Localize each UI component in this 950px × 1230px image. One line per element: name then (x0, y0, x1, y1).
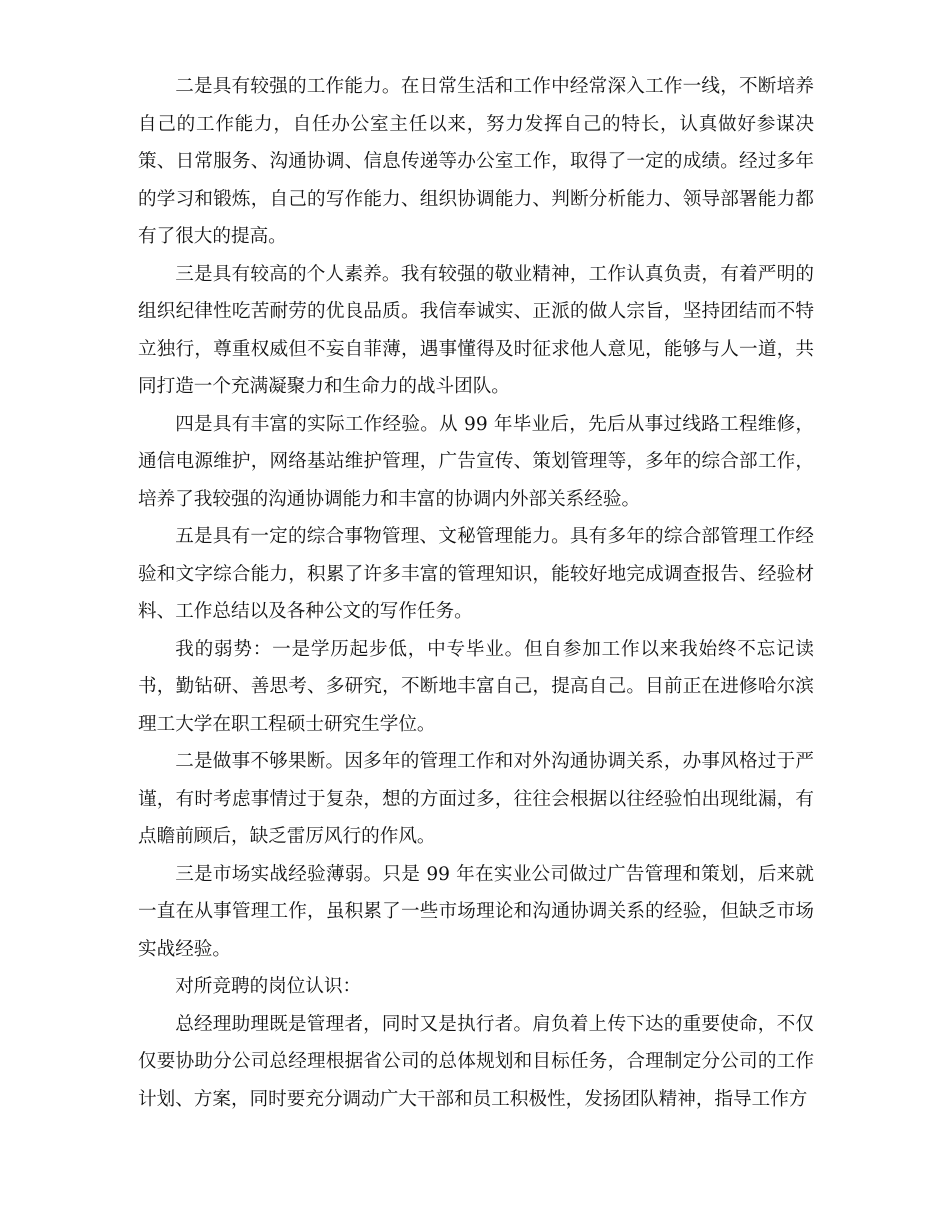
paragraph-personal-quality: 三是具有较高的个人素养。我有较强的敬业精神，工作认真负责，有着严明的组织纪律性吃苦耐劳的优良品质。我信奉诚实、正派的做人宗旨，坚持团结而不特立独行，尊重权威但不妄自菲薄，遇事懂得及时征求他人意见，能够与人一道，共同打造一个充满凝聚力和生命力的战斗团队。 (138, 263, 814, 397)
paragraph-admin-ability: 五是具有一定的综合事物管理、文秘管理能力。具有多年的综合部管理工作经验和文字综合能力，积累了许多丰富的管理知识，能较好地完成调查报告、经验材料、工作总结以及各种公文的写作任务。 (138, 526, 814, 622)
paragraph-work-ability: 二是具有较强的工作能力。在日常生活和工作中经常深入工作一线，不断培养自己的工作能力，自任办公室主任以来，努力发挥自己的特长，认真做好参谋决策、日常服务、沟通协调、信息传递等办公室工作，取得了一定的成绩。经过多年的学习和锻炼，自己的写作能力、组织协调能力、判断分析能力、领导部署能力都有了很大的提高。 (138, 76, 814, 247)
paragraph-position-heading: 对所竞聘的岗位认识： (175, 976, 362, 997)
paragraph-weakness-market: 三是市场实战经验薄弱。只是 99 年在实业公司做过广告管理和策划，后来就一直在从事管理工作，虽积累了一些市场理论和沟通协调关系的经验，但缺乏市场实战经验。 (138, 863, 814, 960)
paragraph-weakness-education: 我的弱势：一是学历起步低，中专毕业。但自参加工作以来我始终不忘记读书，勤钻研、善思考、多研究，不断地丰富自己，提高自己。目前正在进修哈尔滨理工大学在职工程硕士研究生学位。 (138, 638, 814, 735)
paragraph-weakness-decisiveness: 二是做事不够果断。因多年的管理工作和对外沟通协调关系，办事风格过于严谨，有时考虑事情过于复杂，想的方面过多，往往会根据以往经验怕出现纰漏，有点瞻前顾后，缺乏雷厉风行的作风。 (138, 751, 814, 847)
document-body (138, 68, 814, 1118)
paragraph-work-experience: 四是具有丰富的实际工作经验。从 99 年毕业后，先后从事过线路工程维修，通信电源维护，网络基站维护管理，广告宣传、策划管理等，多年的综合部工作，培养了我较强的沟通协调能力和丰富的协调内外部关系经验。 (138, 413, 814, 510)
paragraph-position-understanding: 总经理助理既是管理者，同时又是执行者。肩负着上传下达的重要使命，不仅仅要协助分公司总经理根据省公司的总体规划和目标任务，合理制定分公司的工作计划、方案，同时要充分调动广大干部和员工积极性，发扬团队精神，指导工作方 (138, 1013, 814, 1110)
